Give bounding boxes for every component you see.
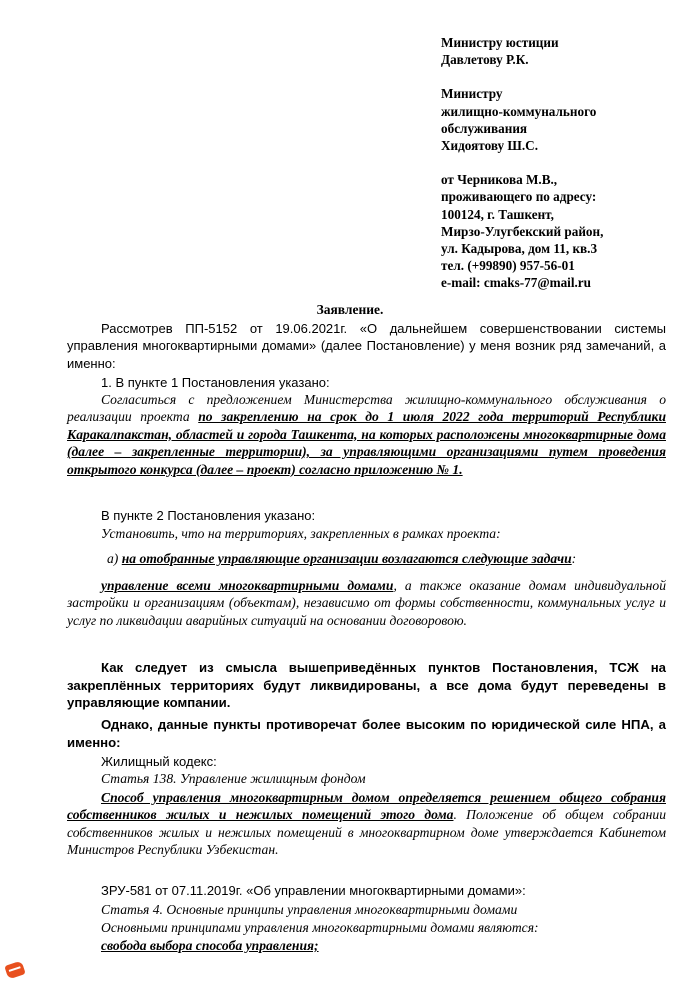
article138-title: Статья 138. Управление жилищным фондом [101, 771, 366, 786]
addressee-line: Министру [441, 86, 503, 102]
article138-text [67, 789, 666, 859]
point2a-emphasis: на отобранные управляющие организации возлагаются следующие задачи [121, 551, 572, 566]
point2b-text: , а также оказание домам индивидуальной застройки и организациям (объектам), независимо от формы собственности, коммунальных услуг и услуг по ликвидации аварийных ситуаций на основании договоровою. [67, 578, 667, 628]
addressee-line: Давлетову Р.К. [441, 52, 529, 68]
addressee-block [441, 34, 681, 292]
addressee-line: обслуживания [441, 120, 528, 136]
conclusion-paragraph: Как следует из смысла вышеприведённых пунктов Постановления, ТСЖ на закреплённых территориях будут ликвидированы, а все дома будут переведены в управляющие компании. [67, 660, 666, 711]
point2a-quote [67, 550, 666, 567]
addressee-line: жилищно-коммунального [441, 103, 597, 119]
point2a-suffix: : [571, 551, 577, 566]
point1-quote-text: Согласиться с предложением Министерства жилищно-коммунального обслуживания о реализации проекта [67, 392, 666, 425]
article4-title: Статья 4. Основные принципы управления многоквартирными домами [101, 902, 518, 917]
point1-quote [67, 391, 666, 478]
freedom-emphasis: свобода выбора способа управления; [101, 938, 319, 953]
point1-heading: 1. В пункте 1 Постановления указано: [101, 375, 330, 390]
addressee-line: Министру юстиции [441, 35, 559, 50]
article138-rest: . Положение об общем собрании собственников жилых и нежилых помещений в многоквартирном доме утверждается Кабинетом Министров Республики Узбекистан. [67, 807, 666, 858]
sender-line: ул. Кадырова, дом 11, кв.3 [441, 241, 598, 257]
document-title: Заявление. [316, 302, 384, 317]
sender-line: тел. (+99890) 957-56-01 [441, 258, 575, 274]
housing-code-heading: Жилищный кодекс: [101, 754, 217, 769]
sender-line: Мирзо-Улугбекский район, [441, 223, 604, 239]
point2b-emphasis: управление всеми многоквартирными домами [101, 578, 394, 593]
contradiction-paragraph: Однако, данные пункты противоречат более высоким по юридической силе НПА, а именно: [67, 717, 666, 750]
intro-paragraph: Рассмотрев ПП-5152 от 19.06.2021г. «О дальнейшем совершенствовании системы управления многоквартирными домами» (далее Постановление) у меня возник ряд замечаний, а именно: [67, 321, 666, 371]
addressee-line: Хидоятову Ш.С. [441, 138, 538, 154]
principles-line: Основными принципами управления многоквартирными домами являются: [101, 920, 539, 935]
sender-email: e-mail: cmaks-77@mail.ru [441, 275, 591, 291]
freedom-line [67, 937, 666, 954]
sender-line: проживающего по адресу: [441, 189, 597, 205]
sender-line: от Черникова М.В., [441, 172, 558, 188]
point1-quote-emphasis: по закреплению на срок до 1 июля 2022 года территорий Республики Каракалпакстан, областей и города Ташкента, на которых расположены многоквартирные дома (далее – закрепленные территории), за управляющими организациями путем проведения открытого конкурса (далее – проект) согласно приложению № 1. [67, 409, 666, 477]
sender-line: 100124, г. Ташкент, [441, 206, 554, 222]
point2-heading: В пункте 2 Постановления указано: [101, 508, 316, 523]
point2a-prefix: а) [107, 551, 122, 566]
logo-stamp-icon [4, 961, 25, 980]
article138-emphasis: Способ управления многоквартирным домом определяется решением общего собрания собственников жилых и нежилых помещений этого дома [67, 790, 666, 823]
point2b-quote [67, 577, 666, 629]
point2-quote: Установить, что на территориях, закрепленных в рамках проекта: [101, 526, 501, 541]
zru-heading: ЗРУ-581 от 07.11.2019г. «Об управлении многоквартирными домами»: [101, 883, 526, 898]
